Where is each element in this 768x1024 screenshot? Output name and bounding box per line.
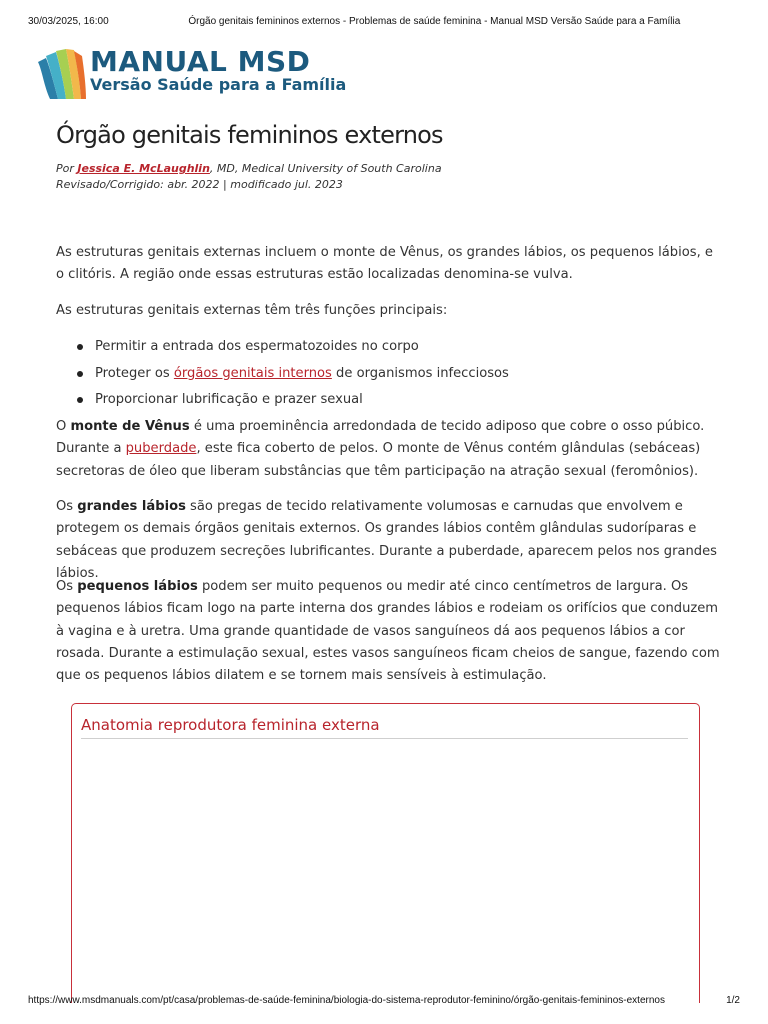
internal-organs-link[interactable]: órgãos genitais internos — [173, 365, 332, 381]
print-datetime: 30/03/2025, 16:00 — [28, 16, 109, 27]
print-header — [28, 16, 740, 27]
logo-brand-name: MANUAL MSD — [90, 45, 311, 78]
review-date: Revisado/Corrigido: abr. 2022 | modificado jul. 2023 — [56, 178, 343, 191]
author-affiliation: , MD, Medical University of South Carolina — [209, 162, 442, 175]
functions-list — [56, 336, 509, 416]
monte-paragraph — [56, 416, 724, 483]
pequenos-term: pequenos lábios — [77, 579, 198, 594]
list-item — [56, 363, 509, 390]
monte-pre: O — [56, 419, 71, 434]
byline — [56, 161, 442, 177]
byline-prefix: Por — [56, 162, 74, 175]
author-link[interactable]: Jessica E. McLaughlin — [77, 162, 210, 175]
list-item — [56, 389, 509, 416]
puberty-link[interactable]: puberdade — [125, 441, 197, 457]
function-text: de organismos infecciosos — [331, 365, 509, 381]
pequenos-pre: Os — [56, 579, 78, 594]
grandes-paragraph — [56, 496, 724, 585]
grandes-post: são pregas de tecido relativamente volumosas e carnudas que envolvem e protegem os demais órgãos genitais externos. Os grandes lábios contêm glândulas sudoríparas e sebáceas que produzem secreções lubrificantes. Durante a puberdade, aparecem pelos nos grandes lábios. — [56, 499, 717, 581]
msd-logo-icon — [36, 46, 88, 100]
monte-mid: é uma proeminência arredondada de tecido adiposo que cobre o osso púbico. Durante a — [56, 419, 705, 457]
print-url: https://www.msdmanuals.com/pt/casa/problemas-de-saúde-feminina/biologia-do-sistema-reprodutor-feminino/órgão-genitais-femininos-externos — [28, 995, 665, 1006]
monte-post: , este fica coberto de pelos. O monte de Vênus contém glândulas (sebáceas) secretoras de óleo que liberam substâncias que têm participação na atração sexual (feromônios). — [56, 441, 701, 479]
figure-box — [71, 703, 700, 1003]
print-page-title: Órgão genitais femininos externos - Problemas de saúde feminina - Manual MSD Versão Saúde para a Família — [188, 16, 681, 27]
page-title: Órgão genitais femininos externos — [56, 121, 443, 149]
logo-tagline: Versão Saúde para a Família — [90, 75, 347, 94]
print-footer — [28, 995, 740, 1006]
grandes-term: grandes lábios — [77, 499, 186, 514]
functions-lead: As estruturas genitais externas têm três funções principais: — [56, 303, 448, 318]
function-text: Proporcionar lubrificação e prazer sexual — [95, 392, 363, 408]
print-page-number: 1/2 — [726, 995, 740, 1006]
figure-title: Anatomia reprodutora feminina externa — [81, 716, 688, 739]
grandes-pre: Os — [56, 499, 78, 514]
pequenos-post: podem ser muito pequenos ou medir até cinco centímetros de largura. Os pequenos lábios ficam logo na parte interna dos grandes lábios e rodeiam os orifícios que conduzem à vagina e à uretra. Uma grande quantidade de vasos sanguíneos dá aos pequenos lábios a cor rosada. Durante a estimulação sexual, estes vasos sanguíneos ficam cheios de sangue, fazendo com que os pequenos lábios dilatem e se tornem mais sensíveis à estimulação. — [56, 579, 720, 684]
function-text: Permitir a entrada dos espermatozoides no corpo — [95, 339, 419, 354]
intro-paragraph: As estruturas genitais externas incluem o monte de Vênus, os grandes lábios, os pequenos lábios, e o clitóris. A região onde essas estruturas estão localizadas denomina-se vulva. — [56, 245, 713, 283]
list-item — [56, 336, 509, 363]
function-text: Proteger os — [95, 365, 174, 381]
monte-term: monte de Vênus — [70, 419, 190, 434]
pequenos-paragraph — [56, 576, 724, 687]
msd-manual-logo[interactable] — [36, 45, 356, 101]
